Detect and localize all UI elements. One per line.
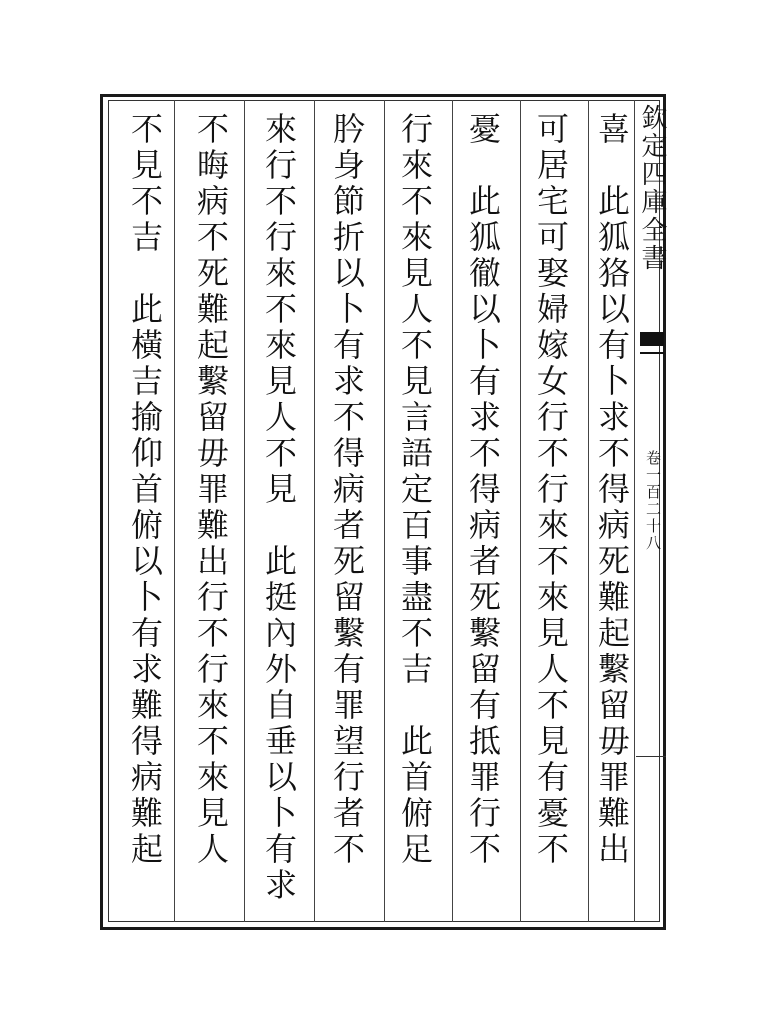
fishtail-mark bbox=[640, 332, 664, 346]
column-rule bbox=[314, 100, 315, 922]
column-rule bbox=[452, 100, 453, 922]
column-rule bbox=[588, 100, 589, 922]
column-rule bbox=[520, 100, 521, 922]
book-title: 欽定四庫全書 bbox=[637, 104, 667, 272]
margin-rule bbox=[636, 756, 666, 757]
column-rule bbox=[634, 100, 635, 922]
column-rule bbox=[244, 100, 245, 922]
fishtail-rule bbox=[640, 352, 664, 354]
text-column-8: 不見不吉 此橫吉揄仰首俯以卜有求難得病難起 bbox=[126, 112, 164, 868]
text-column-4: 行來不來見人不見言語定百事盡不吉 此首俯足 bbox=[396, 112, 434, 868]
text-column-5: 肣身節折以卜有求不得病者死留繫有罪望行者不 bbox=[328, 112, 366, 868]
text-column-1: 喜 此狐狢以有卜求不得病死難起繫留毋罪難出 bbox=[593, 112, 631, 868]
text-column-6: 來行不行來不來見人不見 此挺內外自垂以卜有求 bbox=[260, 112, 298, 904]
volume-label: 卷一百二十八 bbox=[644, 450, 662, 552]
text-column-2: 可居宅可娶婦嫁女行不行來不來見人不見有憂不 bbox=[532, 112, 570, 868]
text-column-7: 不晦病不死難起繫留毋罪難出行不行來不來見人 bbox=[192, 112, 230, 868]
column-rule bbox=[174, 100, 175, 922]
text-column-3: 憂 此狐徹以卜有求不得病者死繫留有抵罪行不 bbox=[464, 112, 502, 868]
column-rule bbox=[384, 100, 385, 922]
